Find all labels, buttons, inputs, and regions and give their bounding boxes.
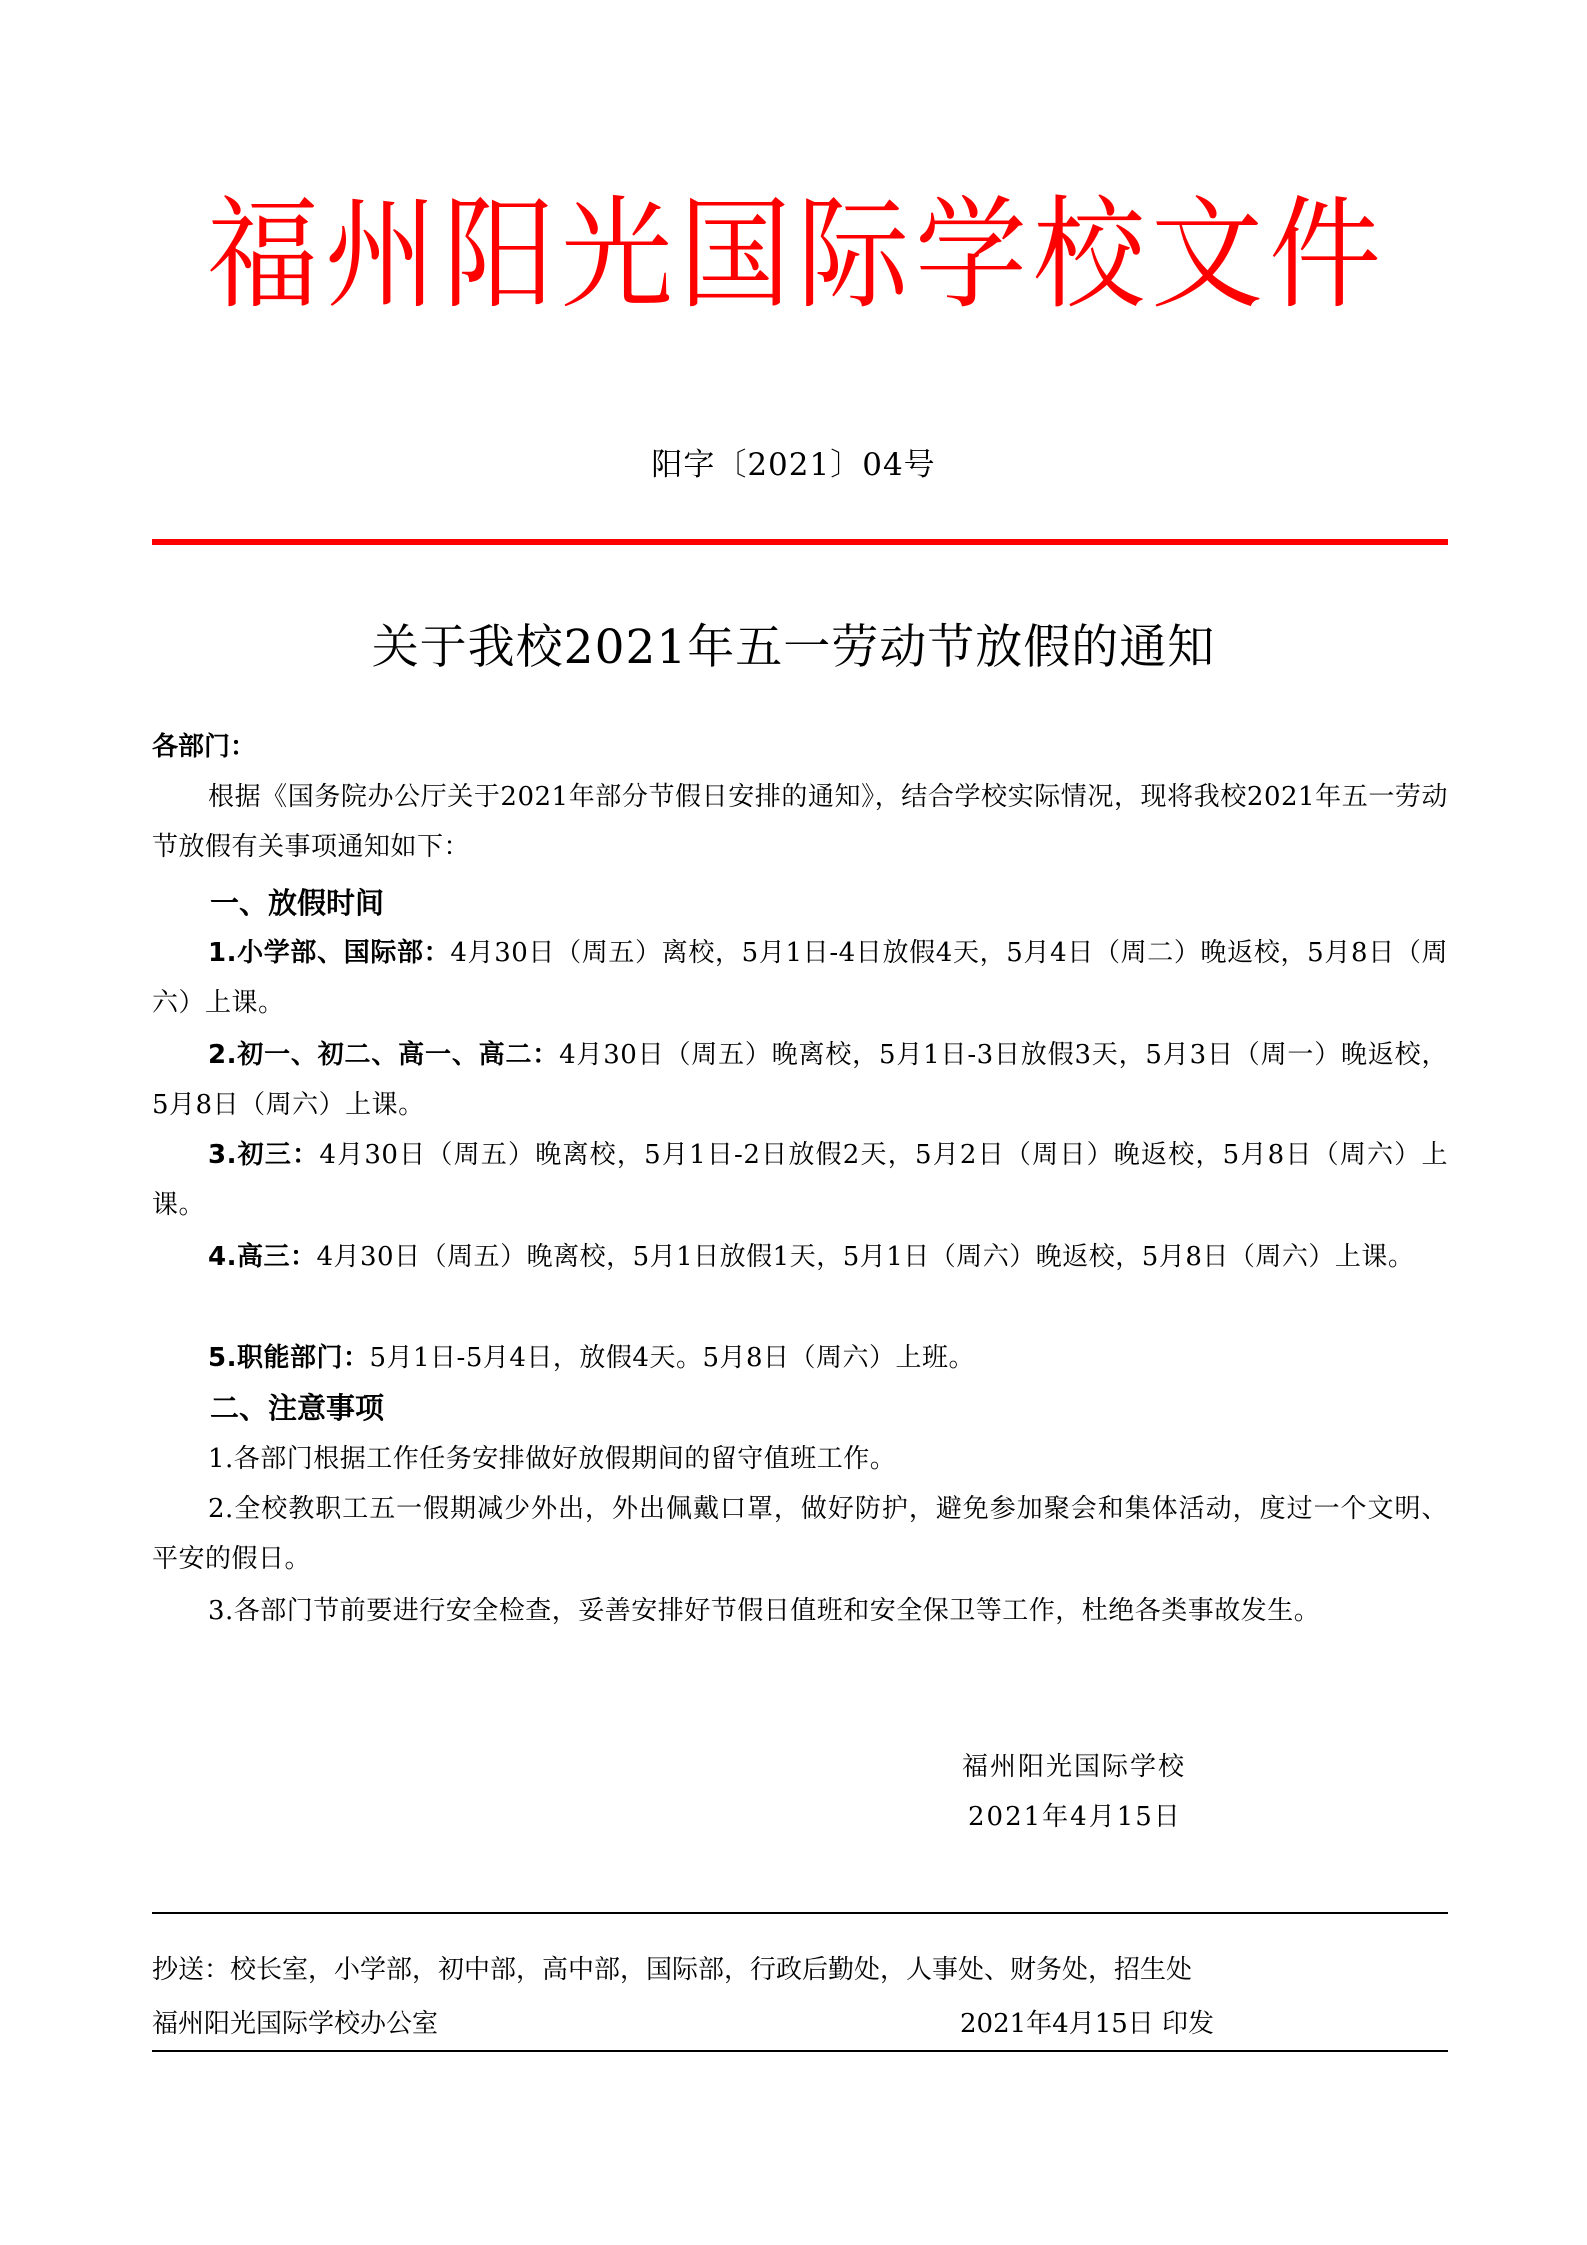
document-number: 阳字〔2021〕04号 bbox=[651, 447, 936, 483]
note-item-2: 2.全校教职工五一假期减少外出，外出佩戴口罩，做好防护，避免参加聚会和集体活动，度过一个文明、平安的假日。 bbox=[152, 1494, 1448, 1574]
issuer: 福州阳光国际学校办公室 bbox=[152, 2009, 439, 2039]
cc-list: 校长室，小学部，初中部，高中部，国际部，行政后勤处，人事处、财务处，招生处 bbox=[230, 1955, 1193, 1985]
holiday-item-text: 5月1日-5月4日，放假4天。5月8日（周六）上班。 bbox=[369, 1343, 976, 1373]
section-heading-holiday-time: 一、放假时间 bbox=[210, 886, 385, 920]
holiday-item-4 bbox=[152, 1232, 1448, 1282]
intro-paragraph: 根据《国务院办公厅关于2021年部分节假日安排的通知》，结合学校实际情况，现将我校2021年五一劳动节放假有关事项通知如下： bbox=[152, 782, 1448, 862]
holiday-item-label: 5.职能部门： bbox=[208, 1343, 370, 1373]
holiday-item-label: 1.小学部、国际部： bbox=[208, 938, 451, 968]
cc-label: 抄送： bbox=[152, 1955, 231, 1985]
holiday-item-2 bbox=[152, 1030, 1448, 1130]
notice-title: 关于我校2021年五一劳动节放假的通知 bbox=[371, 620, 1216, 675]
note-item-3: 3.各部门节前要进行安全检查，妥善安排好节假日值班和安全保卫等工作，杜绝各类事故发生。 bbox=[208, 1596, 1321, 1626]
note-item-1: 1.各部门根据工作任务安排做好放假期间的留守值班工作。 bbox=[208, 1444, 897, 1474]
footer-bottom-divider bbox=[152, 2050, 1448, 2052]
section-heading-notes: 二、注意事项 bbox=[210, 1391, 385, 1425]
cc-line bbox=[152, 1950, 1192, 1990]
holiday-item-label: 2.初一、初二、高一、高二： bbox=[208, 1040, 560, 1070]
holiday-item-text: 4月30日（周五）晚离校，5月1日放假1天，5月1日（周六）晚返校，5月8日（周六）上课。 bbox=[316, 1242, 1415, 1272]
document-header-title: 福州阳光国际学校文件 bbox=[207, 185, 1387, 326]
holiday-item-3 bbox=[152, 1130, 1448, 1230]
signature-date: 2021年4月15日 bbox=[968, 1802, 1182, 1832]
holiday-item-5 bbox=[152, 1333, 1448, 1383]
holiday-item-label: 4.高三： bbox=[208, 1242, 317, 1272]
holiday-item-1 bbox=[152, 928, 1448, 1028]
issue-date: 2021年4月15日 印发 bbox=[960, 2009, 1215, 2039]
salutation: 各部门： bbox=[152, 732, 257, 762]
signature-org: 福州阳光国际学校 bbox=[962, 1752, 1187, 1782]
holiday-item-label: 3.初三： bbox=[208, 1140, 320, 1170]
holiday-item-text: 4月30日（周五）晚离校，5月1日-2日放假2天，5月2日（周日）晚返校，5月8日（周六）上课。 bbox=[152, 1140, 1448, 1220]
red-divider bbox=[152, 539, 1448, 545]
holiday-item-text: 4月30日（周五）晚离校，5月1日-3日放假3天，5月3日（周一）晚返校，5月8日（周六）上课。 bbox=[152, 1040, 1448, 1120]
holiday-item-text: 4月30日（周五）离校，5月1日-4日放假4天，5月4日（周二）晚返校，5月8日（周六）上课。 bbox=[152, 938, 1449, 1018]
footer-top-divider bbox=[152, 1912, 1448, 1914]
